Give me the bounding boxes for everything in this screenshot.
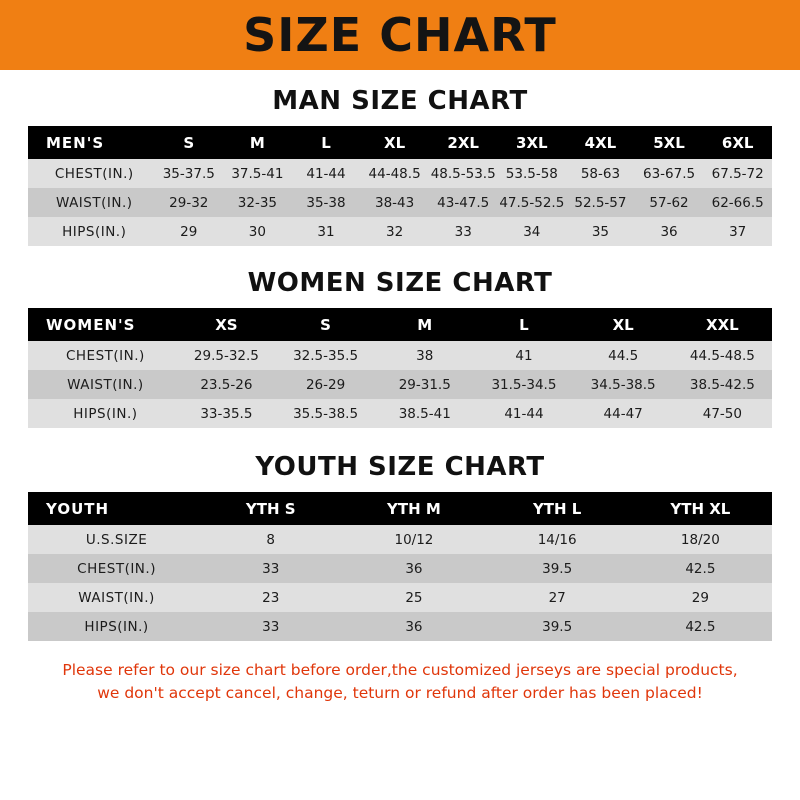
women-header-cell-1: XS <box>177 308 276 341</box>
table-row <box>28 217 772 246</box>
men-cell-0-4: 48.5-53.5 <box>429 159 498 188</box>
men-header-cell-5: 2XL <box>429 126 498 159</box>
men-cell-1-7: 57-62 <box>635 188 704 217</box>
men-cell-1-5: 47.5-52.5 <box>498 188 567 217</box>
youth-cell-2-3: 29 <box>629 583 772 612</box>
youth-header-cell-0: YOUTH <box>28 492 199 525</box>
men-cell-0-1: 37.5-41 <box>223 159 292 188</box>
men-cell-1-4: 43-47.5 <box>429 188 498 217</box>
women-table-header <box>28 308 772 341</box>
youth-header-cell-2: YTH M <box>342 492 485 525</box>
women-cell-0-0: 29.5-32.5 <box>177 341 276 370</box>
footer-note <box>28 659 772 706</box>
men-header-cell-0: MEN'S <box>28 126 154 159</box>
youth-row-label-3: HIPS(IN.) <box>28 612 199 641</box>
men-header-cell-1: S <box>154 126 223 159</box>
women-cell-0-1: 32.5-35.5 <box>276 341 375 370</box>
men-row-label-0: CHEST(IN.) <box>28 159 154 188</box>
youth-header-cell-1: YTH S <box>199 492 342 525</box>
men-cell-0-7: 63-67.5 <box>635 159 704 188</box>
chart-content <box>0 86 800 706</box>
men-cell-0-8: 67.5-72 <box>703 159 772 188</box>
youth-cell-2-0: 23 <box>199 583 342 612</box>
women-header-cell-6: XXL <box>673 308 772 341</box>
youth-header-cell-4: YTH XL <box>629 492 772 525</box>
men-cell-0-5: 53.5-58 <box>498 159 567 188</box>
men-header-cell-6: 3XL <box>498 126 567 159</box>
footer-note-line-1: Please refer to our size chart before order,the customized jerseys are special products, <box>62 661 738 679</box>
women-cell-2-4: 44-47 <box>574 399 673 428</box>
table-header-row <box>28 126 772 159</box>
women-cell-1-5: 38.5-42.5 <box>673 370 772 399</box>
men-cell-0-2: 41-44 <box>292 159 361 188</box>
men-cell-2-2: 31 <box>292 217 361 246</box>
men-cell-0-3: 44-48.5 <box>360 159 429 188</box>
men-cell-2-0: 29 <box>154 217 223 246</box>
page-title: SIZE CHART <box>243 8 557 62</box>
men-table-body <box>28 159 772 246</box>
women-size-table <box>28 308 772 428</box>
youth-cell-0-3: 18/20 <box>629 525 772 554</box>
women-cell-1-2: 29-31.5 <box>375 370 474 399</box>
table-row <box>28 159 772 188</box>
women-header-cell-5: XL <box>574 308 673 341</box>
men-cell-2-4: 33 <box>429 217 498 246</box>
youth-row-label-0: U.S.SIZE <box>28 525 199 554</box>
women-cell-0-3: 41 <box>474 341 573 370</box>
table-row <box>28 188 772 217</box>
table-row <box>28 370 772 399</box>
men-cell-2-5: 34 <box>498 217 567 246</box>
men-cell-1-6: 52.5-57 <box>566 188 635 217</box>
men-cell-2-1: 30 <box>223 217 292 246</box>
women-header-cell-4: L <box>474 308 573 341</box>
table-header-row <box>28 308 772 341</box>
men-cell-2-7: 36 <box>635 217 704 246</box>
youth-row-label-2: WAIST(IN.) <box>28 583 199 612</box>
women-row-label-1: WAIST(IN.) <box>28 370 177 399</box>
youth-cell-3-3: 42.5 <box>629 612 772 641</box>
men-cell-1-3: 38-43 <box>360 188 429 217</box>
men-size-table <box>28 126 772 246</box>
men-table-header <box>28 126 772 159</box>
women-row-label-2: HIPS(IN.) <box>28 399 177 428</box>
men-header-cell-4: XL <box>360 126 429 159</box>
youth-size-table <box>28 492 772 641</box>
table-row <box>28 341 772 370</box>
women-cell-1-4: 34.5-38.5 <box>574 370 673 399</box>
table-row <box>28 399 772 428</box>
men-cell-1-2: 35-38 <box>292 188 361 217</box>
youth-cell-2-2: 27 <box>486 583 629 612</box>
women-table-body <box>28 341 772 428</box>
women-cell-2-5: 47-50 <box>673 399 772 428</box>
youth-table-body <box>28 525 772 641</box>
men-cell-1-1: 32-35 <box>223 188 292 217</box>
women-row-label-0: CHEST(IN.) <box>28 341 177 370</box>
youth-cell-0-1: 10/12 <box>342 525 485 554</box>
youth-cell-0-0: 8 <box>199 525 342 554</box>
women-cell-2-2: 38.5-41 <box>375 399 474 428</box>
youth-cell-1-2: 39.5 <box>486 554 629 583</box>
youth-cell-0-2: 14/16 <box>486 525 629 554</box>
men-header-cell-8: 5XL <box>635 126 704 159</box>
men-cell-0-0: 35-37.5 <box>154 159 223 188</box>
youth-cell-2-1: 25 <box>342 583 485 612</box>
women-cell-0-4: 44.5 <box>574 341 673 370</box>
men-section-title: MAN SIZE CHART <box>272 86 528 116</box>
table-row <box>28 525 772 554</box>
men-cell-1-0: 29-32 <box>154 188 223 217</box>
youth-cell-3-0: 33 <box>199 612 342 641</box>
men-header-cell-2: M <box>223 126 292 159</box>
youth-header-cell-3: YTH L <box>486 492 629 525</box>
table-row <box>28 583 772 612</box>
banner-right-edge <box>762 0 800 70</box>
men-cell-1-8: 62-66.5 <box>703 188 772 217</box>
women-cell-1-1: 26-29 <box>276 370 375 399</box>
youth-cell-3-1: 36 <box>342 612 485 641</box>
men-cell-2-6: 35 <box>566 217 635 246</box>
men-row-label-1: WAIST(IN.) <box>28 188 154 217</box>
women-header-cell-2: S <box>276 308 375 341</box>
table-row <box>28 612 772 641</box>
men-header-cell-9: 6XL <box>703 126 772 159</box>
header-banner <box>0 0 800 70</box>
table-header-row <box>28 492 772 525</box>
women-header-cell-0: WOMEN'S <box>28 308 177 341</box>
men-cell-2-3: 32 <box>360 217 429 246</box>
banner-left-edge <box>0 0 38 70</box>
youth-cell-3-2: 39.5 <box>486 612 629 641</box>
women-cell-2-3: 41-44 <box>474 399 573 428</box>
table-row <box>28 554 772 583</box>
men-header-cell-3: L <box>292 126 361 159</box>
women-cell-0-5: 44.5-48.5 <box>673 341 772 370</box>
men-row-label-2: HIPS(IN.) <box>28 217 154 246</box>
men-cell-0-6: 58-63 <box>566 159 635 188</box>
women-cell-2-0: 33-35.5 <box>177 399 276 428</box>
youth-cell-1-0: 33 <box>199 554 342 583</box>
women-cell-1-3: 31.5-34.5 <box>474 370 573 399</box>
youth-row-label-1: CHEST(IN.) <box>28 554 199 583</box>
women-header-cell-3: M <box>375 308 474 341</box>
footer-note-line-2: we don't accept cancel, change, teturn or refund after order has been placed! <box>97 684 703 703</box>
youth-cell-1-3: 42.5 <box>629 554 772 583</box>
women-cell-2-1: 35.5-38.5 <box>276 399 375 428</box>
youth-table-header <box>28 492 772 525</box>
men-cell-2-8: 37 <box>703 217 772 246</box>
youth-cell-1-1: 36 <box>342 554 485 583</box>
women-section-title: WOMEN SIZE CHART <box>247 268 553 298</box>
youth-section-title: YOUTH SIZE CHART <box>255 452 545 482</box>
men-header-cell-7: 4XL <box>566 126 635 159</box>
women-cell-0-2: 38 <box>375 341 474 370</box>
women-cell-1-0: 23.5-26 <box>177 370 276 399</box>
